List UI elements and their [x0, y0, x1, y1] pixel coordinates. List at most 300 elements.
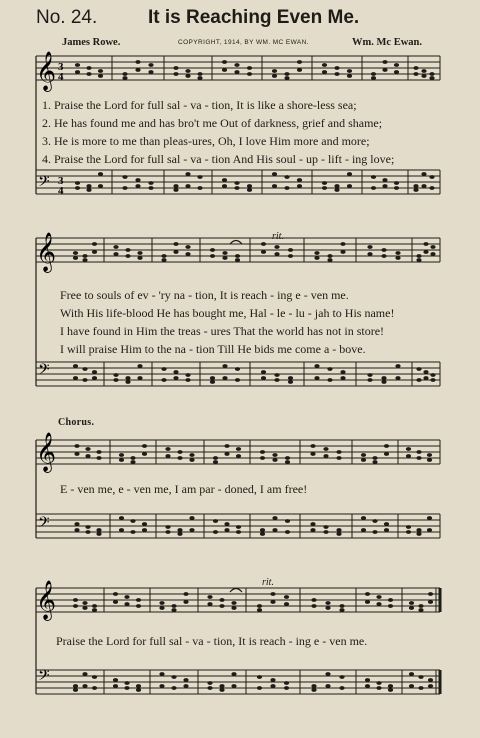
note-head	[384, 528, 389, 532]
note-head	[285, 530, 290, 534]
note-head	[185, 69, 190, 73]
note-head	[327, 254, 332, 258]
note-head	[311, 688, 316, 692]
note-head	[185, 252, 190, 256]
note-head	[297, 60, 302, 64]
verse-1-line-1: 1. Praise the Lord for full sal - va - tion, It is like a shore-less sea;	[42, 98, 357, 112]
note-head	[177, 450, 182, 454]
note-head	[197, 76, 202, 80]
note-head	[257, 604, 262, 608]
note-head	[137, 376, 142, 380]
note-head	[270, 600, 275, 604]
note-head	[185, 74, 190, 78]
note-head	[334, 72, 339, 76]
note-head	[135, 184, 140, 188]
note-head	[92, 250, 97, 254]
note-head	[285, 456, 290, 460]
note-head	[136, 604, 141, 608]
note-head	[236, 447, 241, 451]
note-head	[394, 70, 399, 74]
note-head	[428, 600, 433, 604]
note-head	[73, 604, 78, 608]
note-head	[85, 447, 90, 451]
note-head	[310, 528, 315, 532]
note-head	[340, 370, 345, 374]
note-head	[285, 519, 290, 523]
note-head	[381, 380, 386, 384]
note-head	[122, 175, 127, 179]
note-head	[376, 602, 381, 606]
note-head	[173, 370, 178, 374]
note-head	[224, 528, 229, 532]
note-head	[130, 519, 135, 523]
note-head	[372, 456, 377, 460]
note-head	[406, 525, 411, 529]
note-head	[247, 66, 252, 70]
note-head	[361, 453, 366, 457]
note-head	[161, 378, 166, 382]
note-head	[274, 373, 279, 377]
note-head	[173, 72, 178, 76]
note-head	[74, 452, 79, 456]
note-head	[365, 600, 370, 604]
note-head	[148, 181, 153, 185]
note-head	[340, 376, 345, 380]
note-head	[185, 172, 190, 176]
note-head	[421, 74, 426, 78]
note-head	[310, 444, 315, 448]
note-head	[130, 460, 135, 464]
note-head	[159, 601, 164, 605]
note-head	[395, 376, 400, 380]
note-head	[222, 60, 227, 64]
note-head	[429, 186, 434, 190]
note-head	[288, 380, 293, 384]
note-head	[148, 63, 153, 67]
note-head	[135, 178, 140, 182]
note-head	[260, 532, 265, 536]
note-head	[189, 458, 194, 462]
note-head	[231, 684, 236, 688]
note-head	[406, 530, 411, 534]
note-head	[142, 444, 147, 448]
note-head	[413, 184, 418, 188]
note-head	[86, 66, 91, 70]
note-head	[418, 686, 423, 690]
note-head	[339, 675, 344, 679]
note-head	[339, 686, 344, 690]
note-head	[113, 600, 118, 604]
note-head	[210, 254, 215, 258]
note-head	[173, 242, 178, 246]
note-head	[161, 258, 166, 262]
note-head	[231, 672, 236, 676]
note-head	[82, 684, 87, 688]
note-head	[297, 178, 302, 182]
note-head	[159, 684, 164, 688]
chorus-label: Chorus.	[58, 417, 95, 428]
note-head	[119, 528, 124, 532]
note-head	[284, 72, 289, 76]
note-head	[409, 684, 414, 688]
note-head	[381, 248, 386, 252]
note-head	[231, 601, 236, 605]
note-head	[119, 458, 124, 462]
note-head	[74, 522, 79, 526]
note-head	[327, 258, 332, 262]
note-head	[124, 595, 129, 599]
note-head	[270, 684, 275, 688]
note-head	[284, 602, 289, 606]
note-head	[409, 606, 414, 610]
note-head	[314, 376, 319, 380]
note-head	[423, 376, 428, 380]
note-head	[384, 522, 389, 526]
note-head	[236, 525, 241, 529]
note-head	[429, 72, 434, 76]
note-head	[423, 370, 428, 374]
note-head	[82, 606, 87, 610]
note-head	[340, 242, 345, 246]
note-head	[197, 175, 202, 179]
note-head	[73, 376, 78, 380]
note-head	[82, 254, 87, 258]
note-head	[125, 380, 130, 384]
note-head	[236, 530, 241, 534]
note-head	[261, 376, 266, 380]
note-head	[409, 601, 414, 605]
note-head	[92, 376, 97, 380]
note-head	[347, 74, 352, 78]
note-head	[394, 63, 399, 67]
note-head	[323, 525, 328, 529]
note-head	[371, 186, 376, 190]
note-head	[274, 245, 279, 249]
verse-2-line-1: 2. He has found me and has bro't me Out of darkness, grief and shame;	[42, 116, 383, 130]
note-head	[207, 686, 212, 690]
note-head	[171, 675, 176, 679]
note-head	[82, 378, 87, 382]
note-head	[416, 532, 421, 536]
note-head	[210, 380, 215, 384]
bass-clef-icon: 𝄢	[38, 173, 50, 194]
note-head	[365, 592, 370, 596]
note-head	[365, 684, 370, 688]
note-head	[98, 172, 103, 176]
note-head	[381, 254, 386, 258]
note-head	[124, 681, 129, 685]
note-head	[96, 532, 101, 536]
note-head	[75, 63, 80, 67]
note-head	[413, 188, 418, 192]
note-head	[224, 444, 229, 448]
note-head	[142, 452, 147, 456]
note-head	[428, 684, 433, 688]
treble-clef-icon: 𝄞	[36, 232, 57, 272]
note-head	[272, 458, 277, 462]
note-head	[165, 447, 170, 451]
note-head	[234, 63, 239, 67]
note-head	[257, 608, 262, 612]
note-head	[272, 516, 277, 520]
note-head	[361, 528, 366, 532]
note-head	[235, 367, 240, 371]
note-head	[73, 684, 78, 688]
note-head	[274, 252, 279, 256]
note-head	[340, 250, 345, 254]
composer-credit: Wm. Mc Ewan.	[352, 37, 422, 48]
note-head	[113, 684, 118, 688]
note-head	[371, 72, 376, 76]
note-head	[96, 528, 101, 532]
note-head	[224, 522, 229, 526]
note-head	[314, 256, 319, 260]
note-head	[395, 256, 400, 260]
note-head	[222, 184, 227, 188]
note-head	[113, 252, 118, 256]
note-head	[416, 258, 421, 262]
verse-2-line-2: With His life-blood He has bought me, Hal - le - lu - jah to His name!	[60, 306, 395, 320]
note-head	[261, 242, 266, 246]
note-head	[382, 184, 387, 188]
note-head	[183, 684, 188, 688]
note-head	[247, 72, 252, 76]
hymn-number: No. 24.	[36, 7, 98, 28]
note-head	[322, 70, 327, 74]
fermata-icon	[230, 589, 242, 593]
note-head	[207, 602, 212, 606]
note-head	[231, 606, 236, 610]
note-head	[325, 684, 330, 688]
note-head	[367, 378, 372, 382]
verse-3-line-2: I have found in Him the treas - ures That the world has not in store!	[60, 324, 385, 338]
note-head	[125, 248, 130, 252]
note-head	[428, 678, 433, 682]
note-head	[207, 595, 212, 599]
note-head	[177, 456, 182, 460]
note-head	[161, 254, 166, 258]
note-head	[82, 601, 87, 605]
note-head	[272, 69, 277, 73]
note-head	[261, 250, 266, 254]
ritardando-marking: rit.	[272, 231, 284, 242]
verse-1-line-2: Free to souls of ev - 'ry na - tion, It is reach - ing e - ven me.	[60, 288, 349, 302]
note-head	[260, 456, 265, 460]
note-head	[171, 686, 176, 690]
note-head	[124, 602, 129, 606]
time-signature-top: 3	[58, 61, 64, 73]
note-head	[381, 376, 386, 380]
note-head	[418, 675, 423, 679]
note-head	[92, 242, 97, 246]
note-head	[173, 250, 178, 254]
note-head	[327, 378, 332, 382]
note-head	[257, 686, 262, 690]
note-head	[165, 525, 170, 529]
note-head	[428, 592, 433, 596]
note-head	[183, 592, 188, 596]
note-head	[73, 364, 78, 368]
note-head	[284, 681, 289, 685]
note-head	[260, 528, 265, 532]
note-head	[96, 456, 101, 460]
note-head	[376, 686, 381, 690]
chorus-lyric-line: E - ven me, e - ven me, I am par - doned, I am free!	[60, 482, 308, 496]
note-head	[73, 688, 78, 692]
note-head	[247, 184, 252, 188]
note-head	[185, 378, 190, 382]
note-head	[73, 256, 78, 260]
note-head	[272, 172, 277, 176]
note-head	[124, 686, 129, 690]
note-head	[376, 595, 381, 599]
note-head	[421, 69, 426, 73]
note-head	[388, 598, 393, 602]
note-head	[322, 186, 327, 190]
note-head	[119, 453, 124, 457]
note-head	[395, 251, 400, 255]
note-head	[327, 367, 332, 371]
note-head	[382, 178, 387, 182]
note-head	[323, 447, 328, 451]
note-head	[347, 172, 352, 176]
note-head	[297, 184, 302, 188]
final-lyric-line: Praise the Lord for full sal - va - tion, It is reach - ing e - ven me.	[56, 634, 368, 648]
note-head	[274, 378, 279, 382]
note-head	[85, 530, 90, 534]
bass-clef-icon: 𝄢	[38, 514, 50, 535]
note-head	[189, 453, 194, 457]
note-head	[310, 522, 315, 526]
note-head	[173, 188, 178, 192]
verse-3-line-1: 3. He is more to me than pleas-ures, Oh, I love Him more and more;	[42, 134, 370, 148]
note-head	[409, 672, 414, 676]
note-head	[406, 447, 411, 451]
note-head	[185, 373, 190, 377]
note-head	[222, 364, 227, 368]
lyricist-credit: James Rowe.	[62, 37, 121, 48]
note-head	[85, 525, 90, 529]
note-head	[339, 608, 344, 612]
note-head	[173, 376, 178, 380]
note-head	[372, 519, 377, 523]
note-head	[394, 181, 399, 185]
note-head	[224, 452, 229, 456]
note-head	[137, 251, 142, 255]
time-signature-bottom: 4	[58, 185, 64, 197]
note-head	[284, 175, 289, 179]
note-head	[207, 681, 212, 685]
note-head	[416, 254, 421, 258]
fermata-icon	[230, 241, 242, 245]
note-head	[406, 454, 411, 458]
note-head	[361, 516, 366, 520]
note-head	[197, 72, 202, 76]
note-head	[85, 454, 90, 458]
note-head	[272, 74, 277, 78]
hymn-title: It is Reaching Even Me.	[148, 7, 360, 28]
note-head	[113, 592, 118, 596]
note-head	[336, 528, 341, 532]
note-head	[219, 598, 224, 602]
note-head	[367, 373, 372, 377]
note-head	[234, 186, 239, 190]
note-head	[334, 188, 339, 192]
note-head	[325, 672, 330, 676]
note-head	[261, 370, 266, 374]
note-head	[284, 595, 289, 599]
note-head	[325, 601, 330, 605]
note-head	[311, 684, 316, 688]
note-head	[272, 528, 277, 532]
note-head	[285, 460, 290, 464]
note-head	[322, 63, 327, 67]
note-head	[367, 252, 372, 256]
note-head	[122, 72, 127, 76]
note-head	[421, 184, 426, 188]
note-head	[416, 456, 421, 460]
note-head	[142, 528, 147, 532]
note-head	[427, 453, 432, 457]
note-head	[122, 186, 127, 190]
note-head	[136, 598, 141, 602]
note-head	[234, 70, 239, 74]
note-head	[136, 688, 141, 692]
copyright-notice: COPYRIGHT, 1914, BY WM. MC EWAN.	[178, 39, 309, 46]
note-head	[388, 604, 393, 608]
note-head	[98, 184, 103, 188]
note-head	[430, 373, 435, 377]
note-head	[284, 686, 289, 690]
note-head	[125, 376, 130, 380]
bass-clef-icon: 𝄢	[38, 361, 50, 382]
note-head	[189, 516, 194, 520]
note-head	[416, 528, 421, 532]
note-head	[421, 172, 426, 176]
note-head	[177, 532, 182, 536]
note-head	[92, 686, 97, 690]
note-head	[92, 604, 97, 608]
note-head	[371, 76, 376, 80]
note-head	[213, 460, 218, 464]
note-head	[427, 528, 432, 532]
note-head	[113, 378, 118, 382]
note-head	[314, 251, 319, 255]
note-head	[297, 68, 302, 72]
note-head	[336, 532, 341, 536]
note-head	[272, 453, 277, 457]
note-head	[382, 60, 387, 64]
note-head	[416, 450, 421, 454]
note-head	[137, 256, 142, 260]
note-head	[235, 258, 240, 262]
note-head	[423, 250, 428, 254]
note-head	[310, 452, 315, 456]
note-head	[413, 72, 418, 76]
note-head	[213, 456, 218, 460]
note-head	[98, 69, 103, 73]
note-head	[423, 242, 428, 246]
note-head	[96, 450, 101, 454]
note-head	[219, 604, 224, 608]
treble-clef-icon: 𝄞	[36, 580, 57, 620]
note-head	[234, 181, 239, 185]
note-head	[257, 675, 262, 679]
note-head	[260, 450, 265, 454]
note-head	[270, 678, 275, 682]
note-head	[430, 245, 435, 249]
note-head	[222, 376, 227, 380]
